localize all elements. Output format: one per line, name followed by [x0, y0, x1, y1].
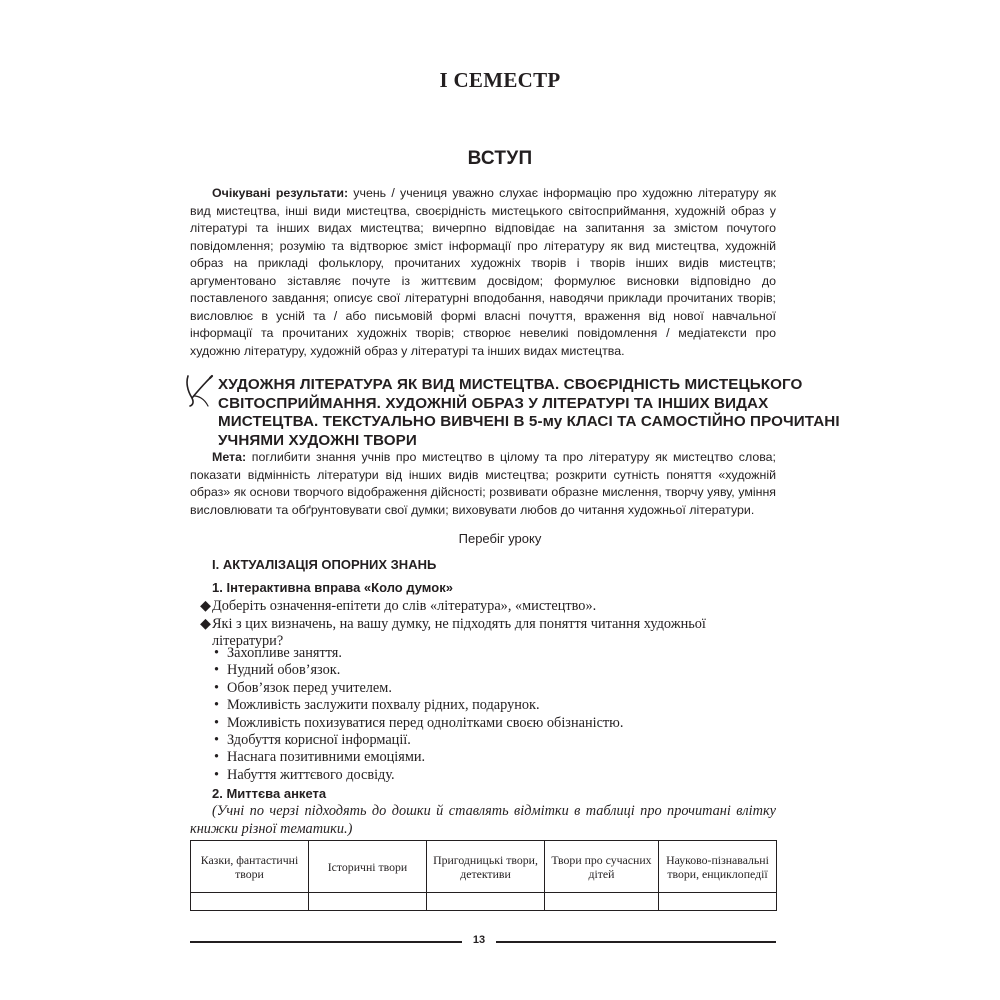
list-item-text: Нудний обов’язок.: [227, 662, 341, 679]
lesson-title: [218, 376, 840, 450]
list-item: [214, 662, 774, 679]
footer-divider-right: [496, 941, 776, 943]
diamond-bullet-icon: ◆: [200, 615, 211, 632]
list-item-text: Можливість похизуватися перед однолітками своєю обізнаністю.: [227, 714, 624, 731]
table-header-cell: Історичні твори: [309, 841, 427, 893]
table-cell: [191, 893, 309, 911]
list-item: [200, 598, 780, 616]
table-header-cell: Казки, фантастичні твори: [191, 841, 309, 893]
list-item-text: Захопливе заняття.: [227, 645, 342, 661]
goal-paragraph: [190, 449, 776, 519]
dot-bullet-icon: •: [214, 766, 220, 783]
diamond-bullet-icon: ◆: [200, 598, 211, 614]
intro-title: ВСТУП: [467, 148, 533, 169]
list-item: [214, 715, 774, 732]
semester-title: І СЕМЕСТР: [439, 68, 561, 92]
table-row: [191, 893, 777, 911]
list-item: [214, 732, 774, 749]
lesson-title-line: СВІТОСПРИЙМАННЯ. ХУДОЖНІЙ ОБРАЗ У ЛІТЕРАТУРІ ТА ІНШИХ ВИДАХ: [218, 394, 769, 412]
table-cell: [427, 893, 545, 911]
definition-list: [214, 645, 774, 784]
expected-results-label: Очікувані результати:: [212, 186, 349, 200]
dot-bullet-icon: •: [214, 732, 220, 749]
course-title: Перебіг уроку: [458, 531, 542, 546]
table-header-cell: Твори про сучасних дітей: [545, 841, 659, 893]
pen-nib-icon: [180, 372, 216, 408]
table-header-cell: Пригодницькі твори, детективи: [427, 841, 545, 893]
dot-bullet-icon: •: [214, 662, 220, 679]
list-item-text: Можливість заслужити похвалу рідних, подарунок.: [227, 697, 540, 714]
list-item-text: Обов’язок перед учителем.: [227, 679, 392, 696]
lesson-title-line: МИСТЕЦТВА. ТЕКСТУАЛЬНО ВИВЧЕНІ В 5-му КЛАСІ ТА САМОСТІЙНО ПРОЧИТАНІ: [218, 413, 840, 430]
lesson-title-line: УЧНЯМИ ХУДОЖНІ ТВОРИ: [218, 431, 417, 449]
table-cell: [309, 893, 427, 911]
list-item-text: Здобуття корисної інформації.: [227, 732, 411, 749]
dot-bullet-icon: •: [214, 679, 220, 696]
list-item: [214, 749, 774, 766]
table-cell: [659, 893, 777, 911]
goal-text: поглибити знання учнів про мистецтво в цілому та про літературу як мистецтво слова; показати відмінність літератури від інших видів мистецтва; розкрити сутність поняття «художній образ» як основи творчого відображення дійсності; розвивати образне мислення, творчу уяву, уміння висловлювати та обґрунтовувати свої думки; виховувати любов до читання художньої літератури.: [190, 450, 776, 517]
table-header-cell: Науково-пізнавальні твори, енциклопедії: [659, 841, 777, 893]
list-item-text: Які з цих визначень, на вашу думку, не підходять для поняття читання художньої літератури?: [212, 615, 706, 649]
goal-label: Мета:: [212, 450, 247, 464]
list-item-text: Наснага позитивними емоціями.: [227, 749, 426, 766]
instruction-note: (Учні по черзі підходять до дошки й ставлять відмітки в таблиці про прочитані влітку книжки різної тематики.): [190, 803, 776, 837]
list-item-text: Набуття життєвого досвіду.: [227, 766, 395, 783]
list-item-text: Доберіть означення-епітети до слів «література», «мистецтво».: [212, 598, 597, 614]
table-cell: [545, 893, 659, 911]
question-list: [200, 598, 780, 651]
list-item: [214, 680, 774, 697]
list-item: [214, 697, 774, 714]
list-item: [214, 767, 774, 784]
expected-results-paragraph: [190, 185, 776, 360]
footer-divider-left: [190, 941, 462, 943]
dot-bullet-icon: •: [214, 645, 220, 661]
reading-table: [190, 840, 777, 911]
lesson-title-line: ХУДОЖНЯ ЛІТЕРАТУРА ЯК ВИД МИСТЕЦТВА. СВОЄРІДНІСТЬ МИСТЕЦЬКОГО: [218, 376, 803, 393]
dot-bullet-icon: •: [214, 714, 220, 731]
list-item: [214, 645, 774, 662]
page-number: 13: [472, 934, 486, 946]
section-heading: І. АКТУАЛІЗАЦІЯ ОПОРНИХ ЗНАНЬ: [212, 557, 437, 572]
table-header-row: [191, 841, 777, 893]
exercise-heading: 1. Інтерактивна вправа «Коло думок»: [212, 580, 453, 595]
exercise-heading: 2. Миттєва анкета: [212, 786, 327, 801]
dot-bullet-icon: •: [214, 697, 220, 714]
dot-bullet-icon: •: [214, 749, 220, 766]
expected-results-text: учень / учениця уважно слухає інформацію про художню літературу як вид мистецтва, інші види мистецтва, своєрідність мистецького світосприймання, художній образ у літературі та інших видах мистецтва; вичерпно відповідає на запитання за змістом почутого повідомлення; розумію та відтворює зміст інформації про літературу як вид мистецтва, художній образ на прикладі фольклору, прочитаних художніх творів і творів інших видів мистецтв; аргументовано зіставляє почуте із життєвим досвідом; формулює висновки відповідно до поставленого завдання; описує свої літературні вподобання, наводячи приклади прочитаних творів; висловлює в усній та / або письмовій формі власні почуття, враження від нової навчальної інформації та прочитаних художніх творів; створює невеликі повідомлення / медіатексти про художню літературу, художній образ у літературі та інших видах мистецтва.: [190, 186, 776, 358]
